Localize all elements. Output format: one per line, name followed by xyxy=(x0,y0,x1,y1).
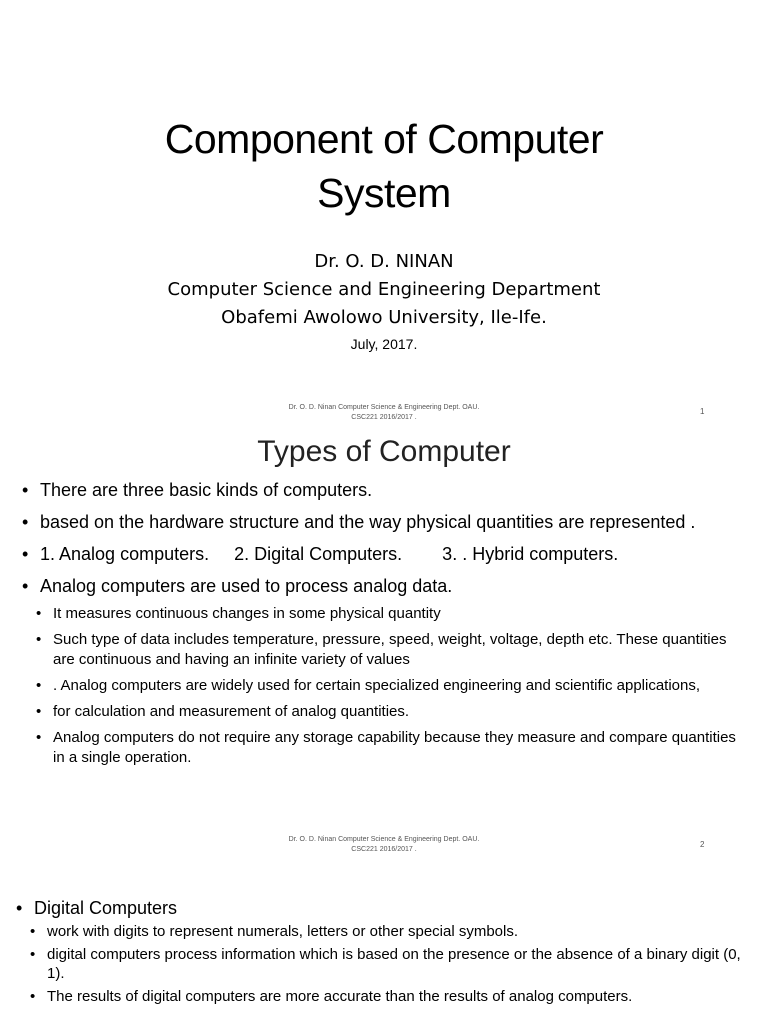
title-line-1: Component of Computer xyxy=(164,116,604,162)
list-item: • There are three basic kinds of computers. xyxy=(22,478,742,502)
slide-2 xyxy=(0,432,768,864)
page-number: 1 xyxy=(700,407,705,416)
author-block xyxy=(0,248,768,332)
footer-line-1: Dr. O. D. Ninan Computer Science & Engineering Dept. OAU. xyxy=(288,404,480,411)
sub-list-item: • work with digits to represent numerals, letters or other special symbols. xyxy=(16,922,756,941)
page-number: 2 xyxy=(700,840,705,849)
slide-1-footer xyxy=(180,403,588,423)
list-item: • Digital Computers xyxy=(16,896,756,920)
title-line-2: System xyxy=(317,170,451,216)
footer-line-1: Dr. O. D. Ninan Computer Science & Engineering Dept. OAU. xyxy=(288,836,480,843)
slide-2-footer xyxy=(180,835,588,855)
sub-list-item: • It measures continuous changes in some physical quantity xyxy=(22,604,742,624)
slide-2-content xyxy=(22,478,742,776)
list-item: • based on the hardware structure and the way physical quantities are represented . xyxy=(22,510,742,534)
sub-list-item: • The results of digital computers are more accurate than the results of analog computers. xyxy=(16,987,756,1006)
slide-2-title: Types of Computer xyxy=(257,435,511,468)
slide-1 xyxy=(0,0,768,432)
list-item: • Analog computers are used to process analog data. xyxy=(22,574,742,598)
slide-3-content xyxy=(16,896,756,1010)
presentation-date: July, 2017. xyxy=(350,336,418,352)
university-name: Obafemi Awolowo University, Ile-Ife. xyxy=(221,307,547,328)
slide-3 xyxy=(0,864,768,1024)
sub-list-item: • for calculation and measurement of analog quantities. xyxy=(22,702,742,722)
sub-list-item: • Analog computers do not require any storage capability because they measure and compare quantities in a single operation. xyxy=(22,728,742,768)
slide-1-title xyxy=(0,112,768,220)
author-name: Dr. O. D. NINAN xyxy=(314,251,454,272)
list-item: • 1. Analog computers. 2. Digital Computers. 3. . Hybrid computers. xyxy=(22,542,742,566)
department-name: Computer Science and Engineering Department xyxy=(167,279,601,300)
sub-list-item: • Such type of data includes temperature, pressure, speed, weight, voltage, depth etc. These quantities are continuous and having an infinite variety of values xyxy=(22,630,742,670)
sub-list-item: • digital computers process information which is based on the presence or the absence of a binary digit (0, 1). xyxy=(16,945,756,983)
footer-line-2: CSC221 2016/2017 . xyxy=(351,846,417,853)
sub-list-item: • . Analog computers are widely used for certain specialized engineering and scientific applications, xyxy=(22,676,742,696)
footer-line-2: CSC221 2016/2017 . xyxy=(351,414,417,421)
